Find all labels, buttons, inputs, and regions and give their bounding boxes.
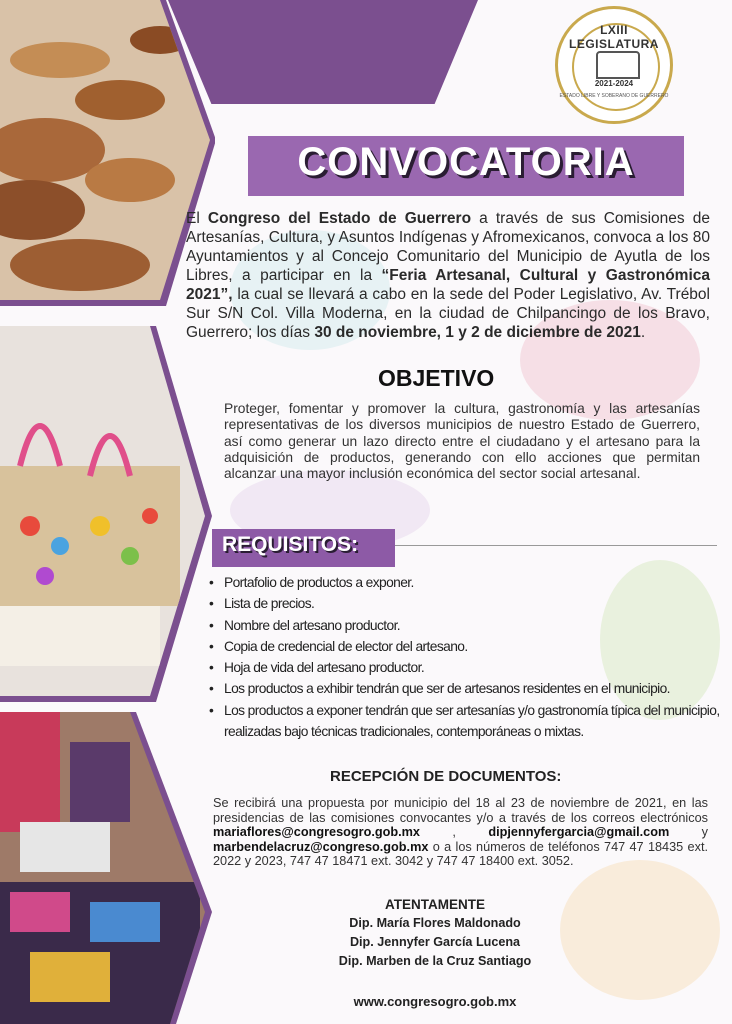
floral-decoration [560, 860, 720, 1000]
photo-embroidered-bags [0, 326, 215, 706]
list-item: • Portafolio de productos a exponer. [224, 572, 732, 593]
list-item: • Hoja de vida del artesano productor. [224, 657, 732, 678]
objetivo-text: Proteger, fomentar y promover la cultura, gastronomía y las artesanías representativas de los diversos municipios de nuestro Estado de Guerrero, así como generar un lazo directo entre el ciudadano y el artesano para la adquisición de productos, generando con ello acciones que permitan alcanzar una mayor inclusión económica del sector social artesanal. [224, 401, 700, 482]
recepcion-heading: RECEPCIÓN DE DOCUMENTOS: [330, 768, 562, 785]
event-name: “Feria Artesanal, Cultural y Gastronómica 2021”, [186, 267, 710, 303]
objetivo-heading: OBJETIVO [378, 365, 495, 391]
seal-years: 2021-2024 [594, 79, 634, 88]
seal-state: ESTADO LIBRE Y SOBERANO DE GUERRERO [559, 93, 669, 99]
legislature-seal-logo [555, 6, 673, 124]
requisitos-list [208, 572, 732, 742]
header-band [168, 0, 478, 104]
page-title: CONVOCATORIA [297, 140, 635, 184]
list-item: • Nombre del artesano productor. [224, 615, 732, 636]
event-dates: 30 de noviembre, 1 y 2 de diciembre de 2021 [314, 324, 641, 341]
website-link[interactable]: www.congresogro.gob.mx [353, 994, 517, 1009]
recepcion-text: Se recibirá una propuesta por municipio del 18 al 23 de noviembre de 2021, en las presidencias de las comisiones convocantes y/o a través de los correos electrónicos mariaflores@congresogro.gob.mx , dipjennyfergarcia@gmail.com y marbendelacruz@congreso.gob.mx o a los números de teléfonos 747 47 18435 ext. 2022 y 2023, 747 47 18471 ext. 3042 y 747 47 18400 ext. 3052. [213, 796, 708, 868]
signer-name: Dip. Jennyfer García Lucena [349, 935, 521, 949]
list-item: • Lista de precios. [224, 593, 732, 614]
email-link[interactable]: mariaflores@congresogro.gob.mx [213, 825, 420, 839]
intro-paragraph: El Congreso del Estado de Guerrero a través de sus Comisiones de Artesanías, Cultura, y Asuntos Indígenas y Afromexicanos, convoca a los 80 Ayuntamientos y al Concejo Comunitario del Municipio de Ayutla de los Libres, a participar en la “Feria Artesanal, Cultural y Gastronómica 2021”, la cual se llevará a cabo en la sede del Poder Legislativo, Av. Trébol Sur S/N Col. Villa Moderna, en la ciudad de Chilpancingo de los Bravo, Guerrero; los días 30 de noviembre, 1 y 2 de diciembre de 2021. [186, 210, 710, 341]
photo-wooden-crafts [0, 0, 215, 330]
email-link[interactable]: marbendelacruz@congreso.gob.mx [213, 839, 429, 854]
list-item: • Los productos a exponer tendrán que ser artesanías y/o gastronomía típica del municipio, realizadas bajo técnicas tradicionales, contemporáneas o mixtas. [224, 700, 732, 743]
photo-textile-artisan [0, 712, 215, 1024]
signer-name: Dip. María Flores Maldonado [349, 916, 521, 930]
congress-name: Congreso del Estado de Guerrero [207, 210, 472, 227]
list-item: • Los productos a exhibir tendrán que ser de artesanos residentes en el municipio. [224, 678, 732, 699]
email-link[interactable]: dipjennyfergarcia@gmail.com [488, 825, 670, 839]
seal-title: LXIII LEGISLATURA [569, 23, 659, 51]
signature-heading: ATENTAMENTE [385, 897, 485, 912]
list-item: • Copia de credencial de elector del artesano. [224, 636, 732, 657]
building-icon [596, 51, 640, 79]
signer-name: Dip. Marben de la Cruz Santiago [338, 954, 532, 968]
divider [395, 545, 717, 546]
signature-block [300, 895, 570, 971]
requisitos-heading: REQUISITOS: [222, 533, 359, 556]
